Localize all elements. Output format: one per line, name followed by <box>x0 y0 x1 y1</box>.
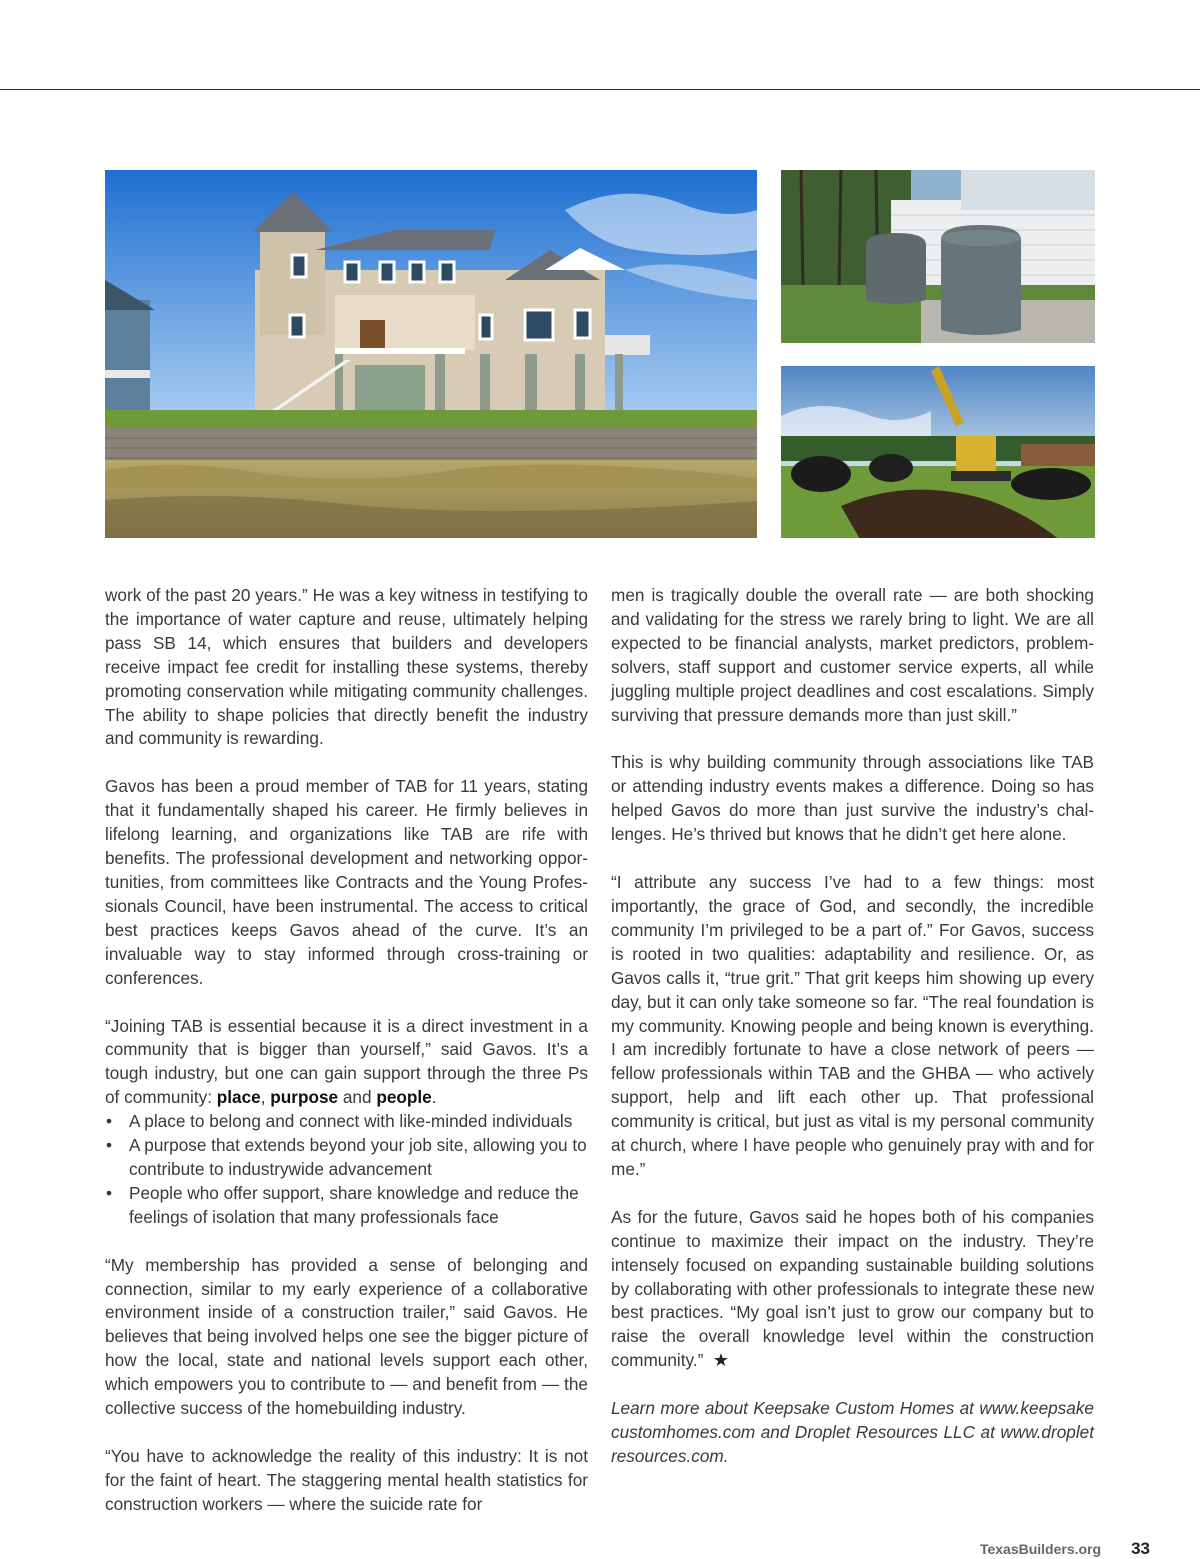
article-column-left <box>105 584 588 1541</box>
list-item-text: People who offer support, share knowledge and reduce the feelings of isolation that many professionals face <box>129 1182 579 1227</box>
bullet-icon: • <box>106 1135 113 1156</box>
photo-water-tanks <box>781 170 1095 343</box>
page-footer <box>980 1539 1150 1559</box>
paragraph: “I attribute any success I’ve had to a few things: most importantly, the grace of God, and secondly, the incredible community I’m privileged to be a part of.” For Gavos, success is rooted in two qualities: adaptability and resilience. Or, as Gavos calls it, “true grit.” That grit keeps him showing up every day, but it can only take someone so far. “The real foundation is my community. Knowing people and being known is everything. I am incredibly fortunate to have a close network of peers — fellow professionals within TAB and the GHBA — who actively support, help and lift each other up. That professional community is critical, but just as vital is my personal community at church, where I have people who genuinely pray with and for me.” <box>611 872 1094 1179</box>
bold-term-place: place <box>216 1087 261 1108</box>
list-item <box>105 1182 588 1230</box>
article-column-right <box>611 584 1094 1493</box>
paragraph: “You have to acknowledge the reality of this industry: It is not for the faint of heart. The staggering mental health statistics for construction workers — where the suicide rate for <box>105 1446 588 1514</box>
text-span: “Joining TAB is essential because it is a direct investment in a community that is bigger than yourself,” said Gavos. It’s a tough industry, but one can gain support through the three Ps of community: <box>105 1015 588 1108</box>
credit-line: Learn more about Keepsake Custom Homes at www.keepsake customhomes.com and Droplet Resources LLC at www.droplet resources.com. <box>611 1398 1094 1466</box>
paragraph: “My membership has provided a sense of belonging and connection, similar to my early experience of a collaborative environment inside of a construction trailer,” said Gavos. He believes that being involved helps one see the bigger picture of how the local, state and national levels support each other, which empowers you to contribute to — and benefit from — the collective success of the homebuilding industry. <box>105 1254 588 1419</box>
bold-term-purpose: purpose <box>270 1087 339 1108</box>
photo-tank-installation <box>781 366 1095 538</box>
bullet-icon: • <box>106 1182 113 1203</box>
photo-coastal-house <box>105 170 757 538</box>
bold-term-people: people <box>376 1087 432 1108</box>
bullet-list <box>105 1110 588 1230</box>
paragraph-closing <box>611 1206 1094 1373</box>
top-rule <box>0 89 1200 90</box>
text-span: , <box>260 1087 271 1108</box>
text-span: As for the future, Gavos said he hopes both of his companies continue to maximize their impact on the industry. They’re intensely focused on expanding sustainable building solutions by collaborating with other professionals to integrate these new best practices. “My goal isn’t just to grow our company but to raise the overall knowledge level within the construction community.” <box>611 1206 1094 1371</box>
star-end-icon: ★ <box>712 1350 730 1371</box>
paragraph-three-ps <box>105 1015 588 1111</box>
bullet-icon: • <box>106 1111 113 1132</box>
list-item <box>105 1110 588 1134</box>
paragraph: men is tragically double the overall rate — are both shocking and validating for the stress we rarely bring to light. We are all expected to be financial analysts, market predictors, problem-solvers, staff support and customer service experts, all while juggling multiple project deadlines and cost escalations. Simply surviving that pressure demands more than just skill.” <box>611 585 1094 725</box>
footer-site-link[interactable]: TexasBuilders.org <box>979 1541 1102 1557</box>
list-item-text: A place to belong and connect with like-minded individuals <box>129 1111 573 1132</box>
paragraph: This is why building community through associations like TAB or attending industry events makes a difference. Doing so has helped Gavos do more than just survive the industry’s challenges. He’s thrived but knows that he didn’t get here alone. <box>611 752 1094 845</box>
text-span: and <box>338 1087 377 1108</box>
paragraph: work of the past 20 years.” He was a key witness in testifying to the importance of water capture and reuse, ultimately helping pass SB 14, which ensures that builders and developers receive impact fee credit for installing these systems, thereby promoting conservation while mitigating community challenges. The ability to shape policies that directly benefit the industry and community is rewarding. <box>105 585 588 749</box>
list-item <box>105 1134 588 1182</box>
list-item-text: A purpose that extends beyond your job site, allowing you to contribute to industrywide advancement <box>129 1135 587 1179</box>
page-number: 33 <box>1131 1539 1150 1558</box>
paragraph: Gavos has been a proud member of TAB for 11 years, stating that it fundamentally shaped his career. He firmly believes in lifelong learning, and organizations like TAB are rife with benefits. The professional development and networking opportunities, from committees like Contracts and the Young Professionals Council, have been instrumental. The access to critical best practices keeps Gavos ahead of the curve. It’s an invaluable way to stay informed through cross-training or conferences. <box>105 776 588 988</box>
text-span: . <box>431 1087 437 1108</box>
